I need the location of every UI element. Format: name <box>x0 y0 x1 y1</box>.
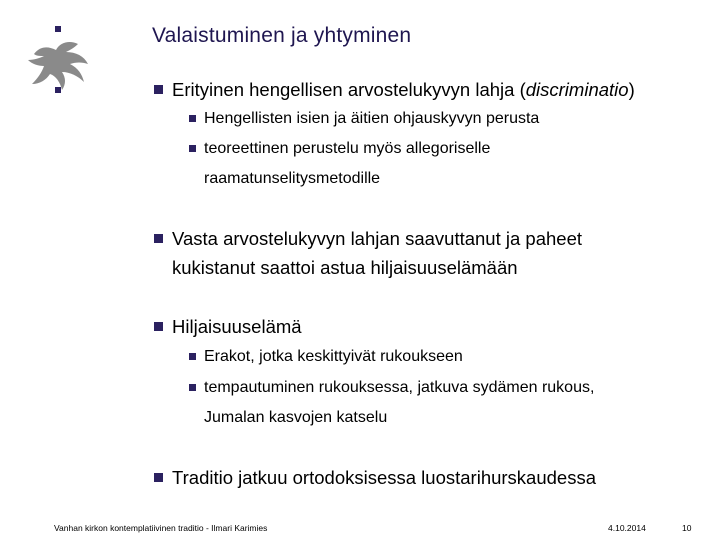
sub-bullet-text: Hengellisten isien ja äitien ohjauskyvyn perusta <box>204 110 540 127</box>
bullet-square-icon <box>189 115 196 122</box>
sub-bullet-continuation: raamatunselitysmetodille <box>204 170 381 187</box>
footer-page-number: 10 <box>682 523 692 533</box>
bullet-square-icon <box>154 322 163 331</box>
sub-bullet-allegorical-basis <box>204 140 490 158</box>
bullet-continuation: kukistanut saattoi astua hiljaisuuselämään <box>172 257 518 278</box>
bullet-text-post: ) <box>628 79 635 100</box>
bullet-square-icon <box>154 234 163 243</box>
sub-bullet-hermits <box>204 348 463 366</box>
bullet-text: Traditio jatkuu ortodoksisessa luostarihurskaudessa <box>172 467 597 488</box>
bullet-square-icon <box>154 85 163 94</box>
sub-bullet-text: teoreettinen perustelu myös allegoriselle <box>204 140 491 157</box>
bullet-hesychia-entry <box>172 228 582 250</box>
bullet-text-italic: discriminatio <box>525 79 629 100</box>
sub-bullet-text: tempautuminen rukouksessa, jatkuva sydämen rukous, <box>204 379 595 396</box>
bullet-text: Vasta arvostelukyvyn lahjan saavuttanut ja paheet <box>172 228 582 249</box>
bullet-text: Hiljaisuuselämä <box>172 316 302 337</box>
university-flame-logo <box>26 26 96 98</box>
footer-date: 4.10.2014 <box>608 523 646 533</box>
bullet-square-icon <box>154 473 163 482</box>
footer-source: Vanhan kirkon kontemplatiivinen traditio - Ilmari Karimies <box>54 523 268 533</box>
bullet-silent-life <box>172 316 302 338</box>
sub-bullet-prayer <box>204 379 594 397</box>
bullet-tradition <box>172 467 596 489</box>
bullet-square-icon <box>189 145 196 152</box>
sub-bullet-spiritual-guidance <box>204 110 539 128</box>
bullet-text-pre: Erityinen hengellisen arvostelukyvyn lahja ( <box>172 79 526 100</box>
bullet-square-icon <box>189 353 196 360</box>
slide-title: Valaistuminen ja yhtyminen <box>152 24 412 47</box>
sub-bullet-text: Erakot, jotka keskittyivät rukoukseen <box>204 348 463 365</box>
sub-bullet-continuation: Jumalan kasvojen katselu <box>204 409 388 426</box>
bullet-discernment <box>172 79 635 101</box>
bullet-square-icon <box>189 384 196 391</box>
